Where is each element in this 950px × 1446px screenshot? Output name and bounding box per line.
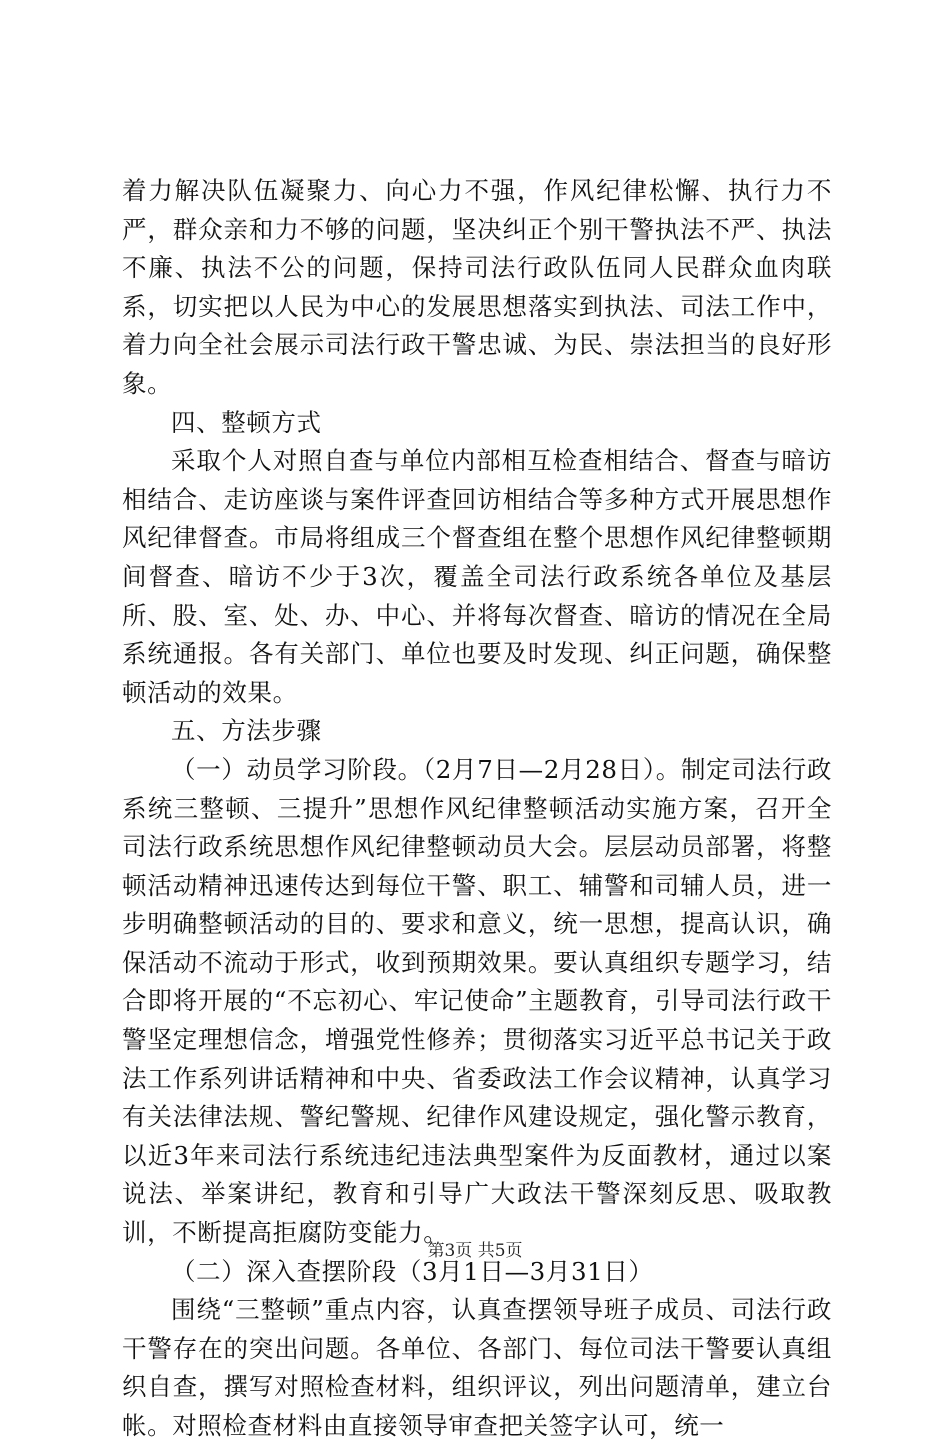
body-paragraph-1: 着力解决队伍凝聚力、向心力不强，作风纪律松懈、执行力不严，群众亲和力不够的问题，坚决纠正个别干警执法不严、执法不廉、执法不公的问题，保持司法行政队伍同人民群众血肉联系，切实把以人民为中心的发展思想落实到执法、司法工作中，着力向全社会展示司法行政干警忠诚、为民、崇法担当的良好形象。	[122, 176, 832, 398]
section-heading-5: 五、方法步骤	[171, 716, 322, 746]
body-paragraph-2: 采取个人对照自查与单位内部相互检查相结合、督查与暗访相结合、走访座谈与案件评查回访相结合等多种方式开展思想作风纪律督查。市局将组成三个督查组在整个思想作风纪律整顿期间督查、暗访不少于3次，覆盖全司法行政系统各单位及基层所、股、室、处、办、中心、并将每次督查、暗访的情况在全局系统通报。各有关部门、单位也要及时发现、纠正问题，确保整顿活动的效果。	[122, 446, 832, 707]
body-paragraph-4: 围绕“三整顿”重点内容，认真查摆领导班子成员、司法行政干警存在的突出问题。各单位、各部门、每位司法干警要认真组织自查，撰写对照检查材料，组织评议，列出问题清单，建立台帐。对照检查材料由直接领导审查把关签字认可，统一	[122, 1295, 832, 1440]
subsection-heading-2: （二）深入查摆阶段（3月1日—3月31日）	[171, 1256, 654, 1286]
page-footer: 第3页 共5页	[427, 1241, 523, 1261]
section-heading-4: 四、整顿方式	[171, 407, 322, 437]
body-paragraph-3: （一）动员学习阶段。（2月7日—2月28日）。制定司法行政系统三整顿、三提升”思想作风纪律整顿活动实施方案，召开全司法行政系统思想作风纪律整顿动员大会。层层动员部署，将整顿活动精神迅速传达到每位干警、职工、辅警和司辅人员，进一步明确整顿活动的目的、要求和意义，统一思想，提高认识，确保活动不流动于形式，收到预期效果。要认真组织专题学习，结合即将开展的“不忘初心、牢记使命”主题教育，引导司法行政干警坚定理想信念，增强党性修养；贯彻落实习近平总书记关于政法工作系列讲话精神和中央、省委政法工作会议精神，认真学习有关法律法规、警纪警规、纪律作风建设规定，强化警示教育，以近3年来司法行系统违纪违法典型案件为反面教材，通过以案说法、举案讲纪，教育和引导广大政法干警深刻反思、吸取教训，不断提高拒腐防变能力。	[122, 754, 832, 1248]
